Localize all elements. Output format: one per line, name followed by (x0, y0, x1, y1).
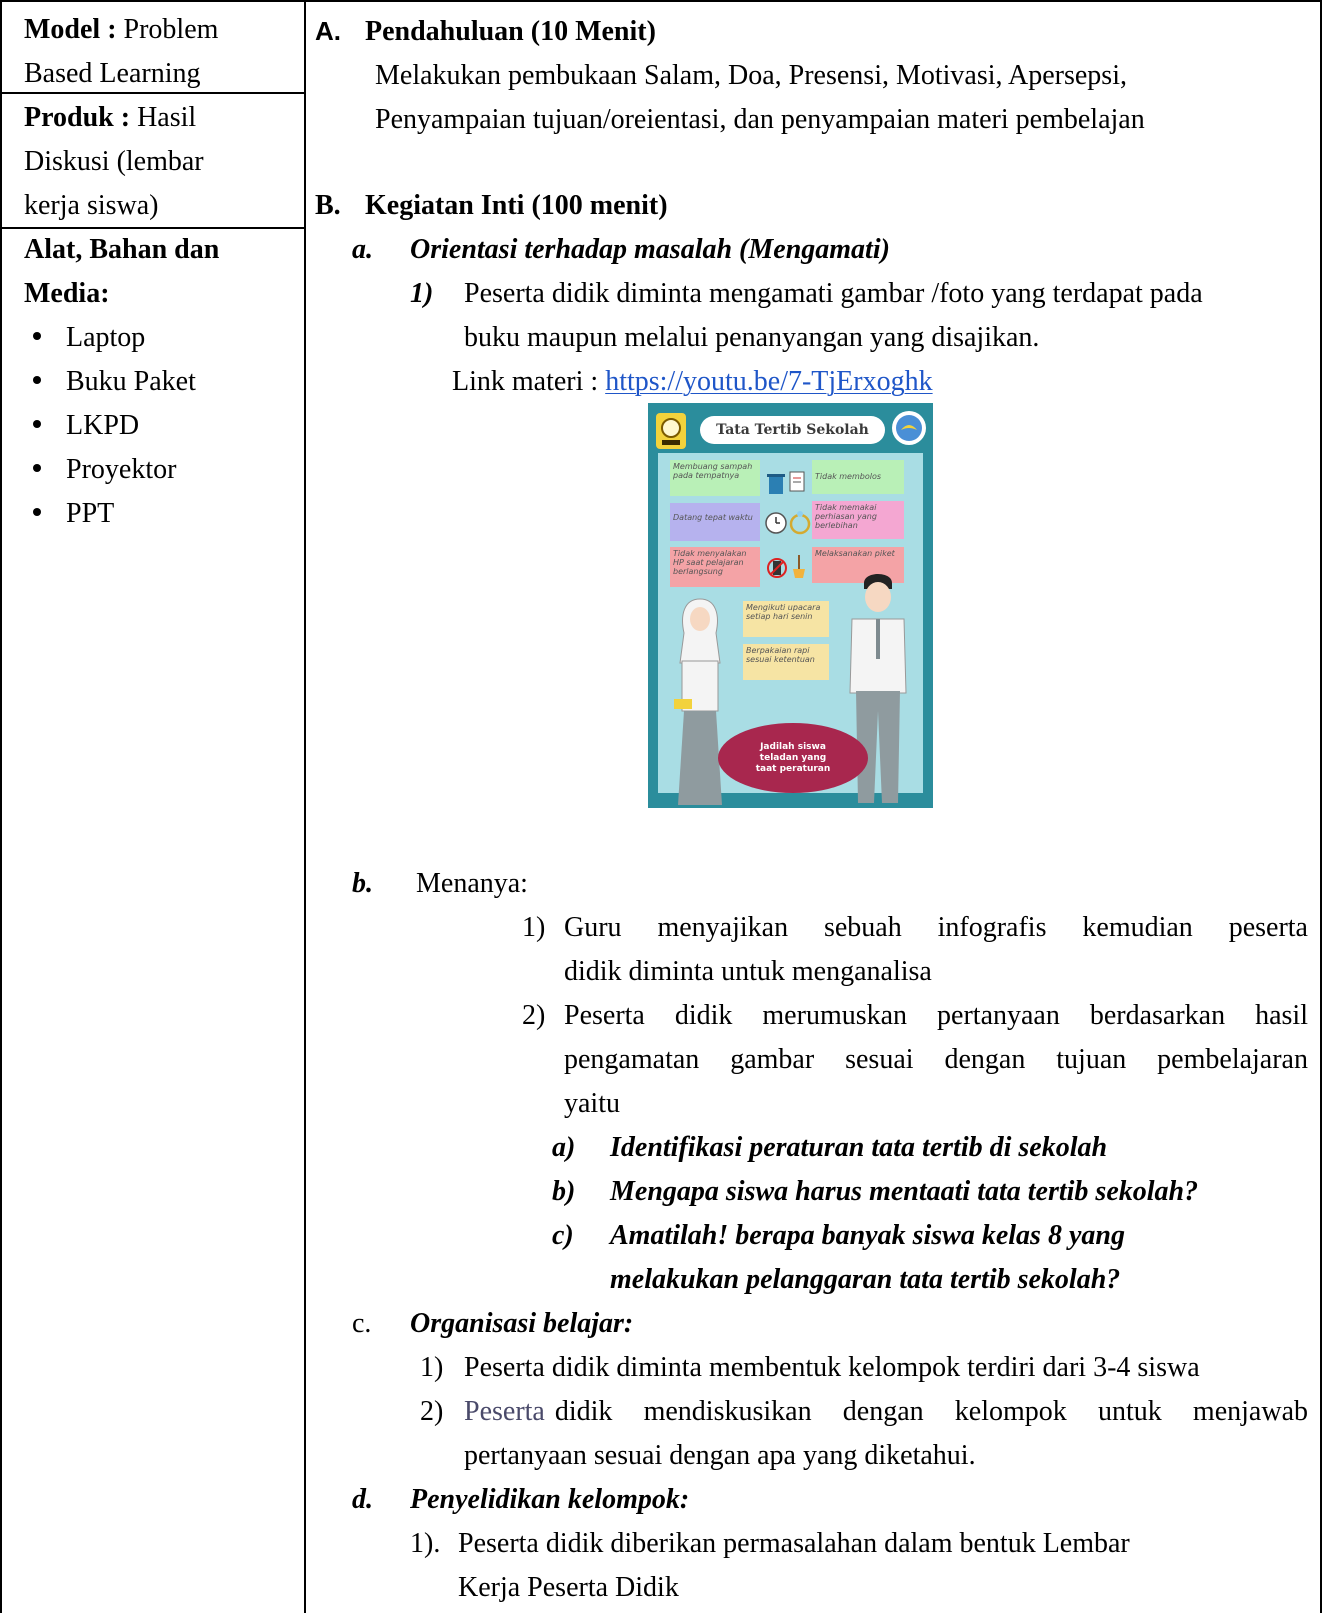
no-phone-icon (766, 555, 788, 577)
sub-c-item1-marker: 1) (420, 1352, 444, 1383)
produk-line-3: kerja siswa) (24, 190, 159, 221)
model-line-1 (24, 16, 218, 44)
sub-c-item2-rest: didik mendiskusikan dengan kelompok untuk menjawab (554, 1396, 1308, 1427)
section-a-marker: A. (315, 16, 341, 46)
sub-b-item1-line1: Guru menyajikan sebuah infografis kemudian peserta (564, 912, 1308, 943)
section-a-line-2: Penyampaian tujuan/oreientasi, dan penyampaian materi pembelajan (375, 104, 1145, 135)
model-value: Problem (123, 14, 219, 45)
bullet-icon (33, 420, 41, 428)
sub-a-item1-line1: Peserta didik diminta mengamati gambar /foto yang terdapat pada (464, 278, 1203, 309)
media-item: LKPD (66, 410, 140, 441)
section-b-marker: B. (315, 190, 341, 221)
link-label: Link materi : (452, 366, 606, 397)
sub-a-item1-marker: 1) (410, 278, 434, 309)
table-border-top (0, 0, 1322, 2)
rings-icon (788, 509, 812, 535)
sub-c-item2-line2: pertanyaan sesuai dengan apa yang diketahui. (464, 1440, 976, 1471)
tata-tertib-infographic (648, 403, 933, 808)
left-row-divider-2 (0, 227, 305, 229)
question-c-marker: c) (552, 1220, 574, 1251)
bullet-icon (33, 332, 41, 340)
produk-value: Hasil (137, 102, 197, 133)
table-column-divider (304, 0, 306, 1613)
rule-box: Berpakaian rapi sesuai ketentuan (743, 644, 829, 680)
sub-c-item2-line1 (464, 1398, 1308, 1426)
rule-box: Tidak memakai perhiasan yang berlebihan (812, 501, 904, 539)
slogan-text: Jadilah siswa teladan yang taat peraturan (755, 741, 831, 774)
rule-box: Mengikuti upacara setiap hari senin (743, 601, 829, 637)
rule-box: Tidak membolos (812, 460, 904, 494)
produk-line-1 (24, 104, 196, 132)
school-logo-icon (656, 413, 686, 449)
link-line (452, 368, 933, 396)
bullet-icon (33, 508, 41, 516)
model-label: Model : (24, 14, 117, 45)
sub-c-item2-marker: 2) (420, 1396, 444, 1427)
left-row-divider-1 (0, 92, 305, 94)
media-item: Buku Paket (66, 366, 196, 397)
bullet-icon (33, 464, 41, 472)
peserta-word: Peserta (464, 1396, 545, 1427)
alat-heading-1: Alat, Bahan dan (24, 234, 220, 265)
question-a-marker: a) (552, 1132, 576, 1163)
sub-a-marker: a. (352, 234, 373, 265)
sub-b-item2-line3: yaitu (564, 1088, 620, 1119)
calendar-icon (788, 469, 806, 493)
question-b: Mengapa siswa harus mentaati tata tertib sekolah? (610, 1176, 1199, 1207)
model-line-2: Based Learning (24, 58, 201, 89)
infographic-title: Tata Tertib Sekolah (700, 416, 885, 444)
sub-d-item1-line1: Peserta didik diberikan permasalahan dalam bentuk Lembar (458, 1528, 1130, 1559)
sub-d-title: Penyelidikan kelompok: (410, 1484, 690, 1515)
sub-b-item1-line2: didik diminta untuk menganalisa (564, 956, 932, 987)
slogan-badge (718, 723, 868, 793)
media-item: PPT (66, 498, 115, 529)
sub-b-item2-line1: Peserta didik merumuskan pertanyaan berdasarkan hasil (564, 1000, 1308, 1031)
sub-c-marker: c. (352, 1308, 372, 1339)
rule-box: Membuang sampah pada tempatnya (670, 460, 760, 496)
trash-bin-icon (766, 471, 786, 495)
alat-heading-2: Media: (24, 278, 110, 309)
bullet-icon (33, 376, 41, 384)
clock-icon (764, 511, 788, 535)
sub-d-item1-line2: Kerja Peserta Didik (458, 1572, 679, 1603)
media-item: Proyektor (66, 454, 177, 485)
female-student-illustration (670, 593, 730, 808)
media-item: Laptop (66, 322, 146, 353)
sub-c-title: Organisasi belajar: (410, 1308, 634, 1339)
sub-b-item1-marker: 1) (522, 912, 546, 943)
rule-box: Datang tepat waktu (670, 503, 760, 541)
sub-a-title: Orientasi terhadap masalah (Mengamati) (410, 234, 890, 265)
sub-b-marker: b. (352, 868, 373, 899)
rule-box: Tidak menyalakan HP saat pelajaran berlangsung (670, 547, 760, 587)
tut-wuri-logo-icon (892, 411, 926, 445)
sub-b-item2-line2: pengamatan gambar sesuai dengan tujuan pembelajaran (564, 1044, 1308, 1075)
produk-line-2: Diskusi (lembar (24, 146, 204, 177)
sub-d-item1-marker: 1). (410, 1528, 441, 1559)
section-a-title: Pendahuluan (10 Menit) (365, 16, 656, 47)
sub-a-item1-line2: buku maupun melalui penanyangan yang disajikan. (464, 322, 1040, 353)
rule-box: Melaksanakan piket (812, 547, 904, 583)
question-b-marker: b) (552, 1176, 576, 1207)
sub-d-marker: d. (352, 1484, 373, 1515)
question-c-line2: melakukan pelanggaran tata tertib sekolah? (610, 1264, 1121, 1295)
table-border-left (0, 0, 2, 1613)
sub-c-item1: Peserta didik diminta membentuk kelompok terdiri dari 3-4 siswa (464, 1352, 1200, 1383)
section-a-line-1: Melakukan pembukaan Salam, Doa, Presensi, Motivasi, Apersepsi, (375, 60, 1127, 91)
question-c-line1: Amatilah! berapa banyak siswa kelas 8 yang (610, 1220, 1125, 1251)
sub-b-item2-marker: 2) (522, 1000, 546, 1031)
broom-icon (790, 553, 808, 579)
section-b-title: Kegiatan Inti (100 menit) (365, 190, 668, 221)
question-a: Identifikasi peraturan tata tertib di sekolah (610, 1132, 1108, 1163)
sub-b-title: Menanya: (416, 868, 528, 899)
materi-link[interactable]: https://youtu.be/7-TjErxoghk (605, 366, 933, 397)
produk-label: Produk : (24, 102, 131, 133)
